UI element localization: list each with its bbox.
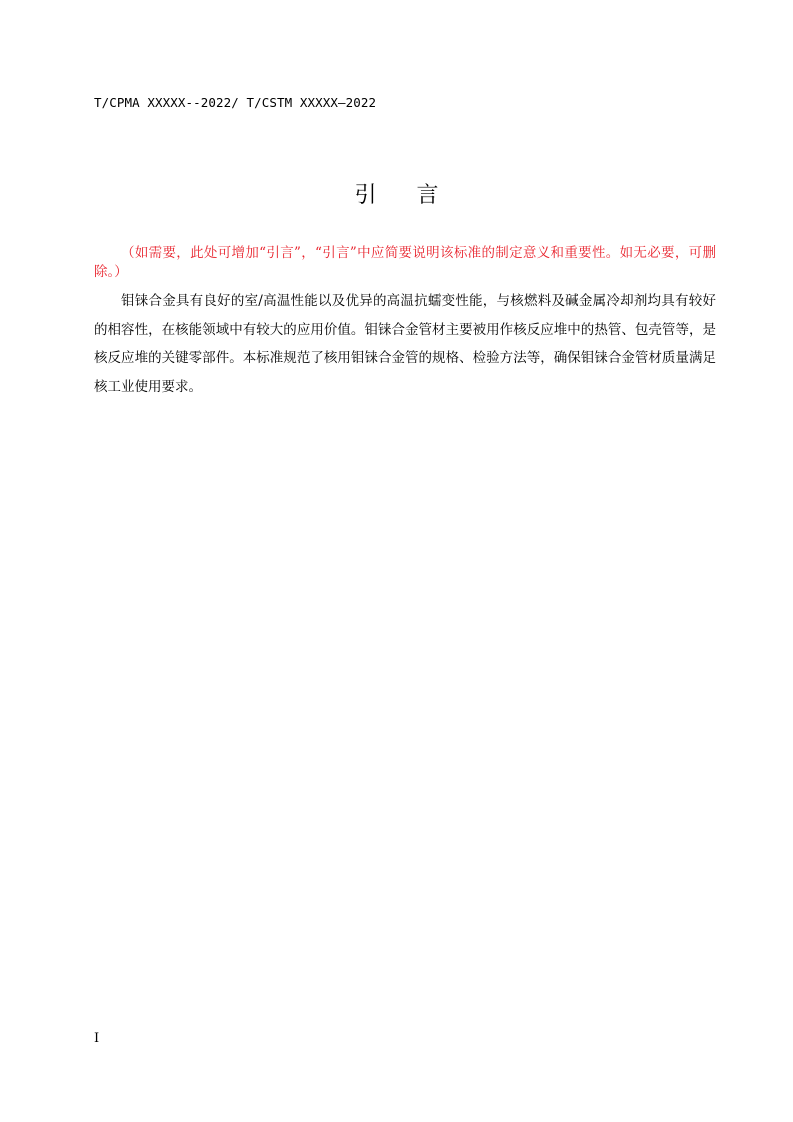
page-number: I [94,1031,100,1046]
introduction-paragraph: 钼铼合金具有良好的室/高温性能以及优异的高温抗蠕变性能，与核燃料及碱金属冷却剂均具有较好的相容性，在核能领域中有较大的应用价值。钼铼合金管材主要被用作核反应堆中的热管、包壳管等，是核反应堆的关键零部件。本标准规范了核用钼铼合金管的规格、检验方法等，确保钼铼合金管材质量满足核工业使用要求。 [94,293,716,395]
standard-code-header: T/CPMA XXXXX--2022/ T/CSTM XXXXX—2022 [94,95,377,110]
document-body [94,244,716,401]
editorial-note: （如需要，此处可增加“引言”，“引言”中应简要说明该标准的制定意义和重要性。如无必要，可删除。） [94,245,716,280]
page-title: 引言 [354,183,479,208]
